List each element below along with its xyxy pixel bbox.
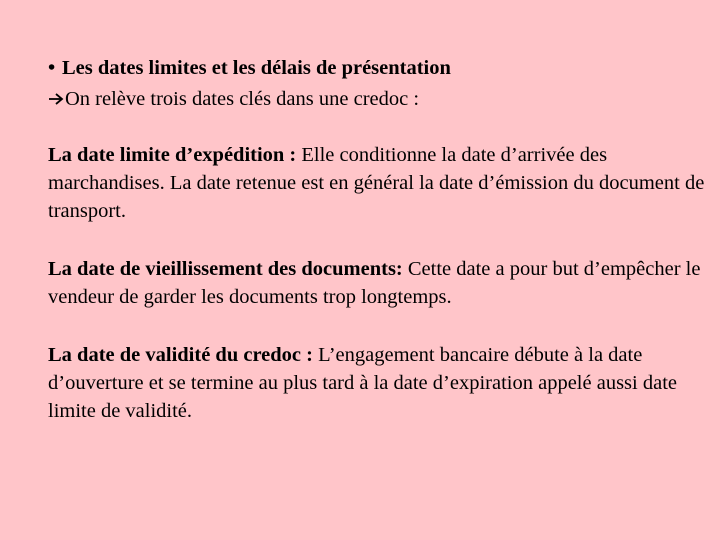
paragraph-date-validite	[48, 341, 708, 425]
description-date-validite: L’engagement bancaire débute à la date d’ouverture et se termine au plus tard à la date d’expiration appelé aussi date limite de validité.	[48, 344, 677, 422]
description-date-limite-expedition: Elle conditionne la date d’arrivée des marchandises. La date retenue est en général la date d’émission du document de transport.	[48, 144, 705, 222]
intro-line	[48, 86, 419, 113]
right-arrow-icon	[48, 87, 64, 113]
description-date-vieillissement: Cette date a pour but d’empêcher le vendeur de garder les documents trop longtemps.	[48, 258, 701, 308]
term-date-validite: La date de validité du credoc :	[48, 344, 313, 366]
slide-heading	[48, 55, 451, 81]
heading-text: Les dates limites et les délais de présentation	[62, 57, 451, 79]
term-date-vieillissement: La date de vieillissement des documents:	[48, 258, 403, 280]
paragraph-date-limite-expedition	[48, 141, 708, 225]
intro-text: On relève trois dates clés dans une credoc :	[65, 88, 420, 110]
bullet-marker: •	[48, 57, 56, 79]
term-date-limite-expedition: La date limite d’expédition :	[48, 144, 297, 166]
paragraph-date-vieillissement	[48, 255, 708, 311]
